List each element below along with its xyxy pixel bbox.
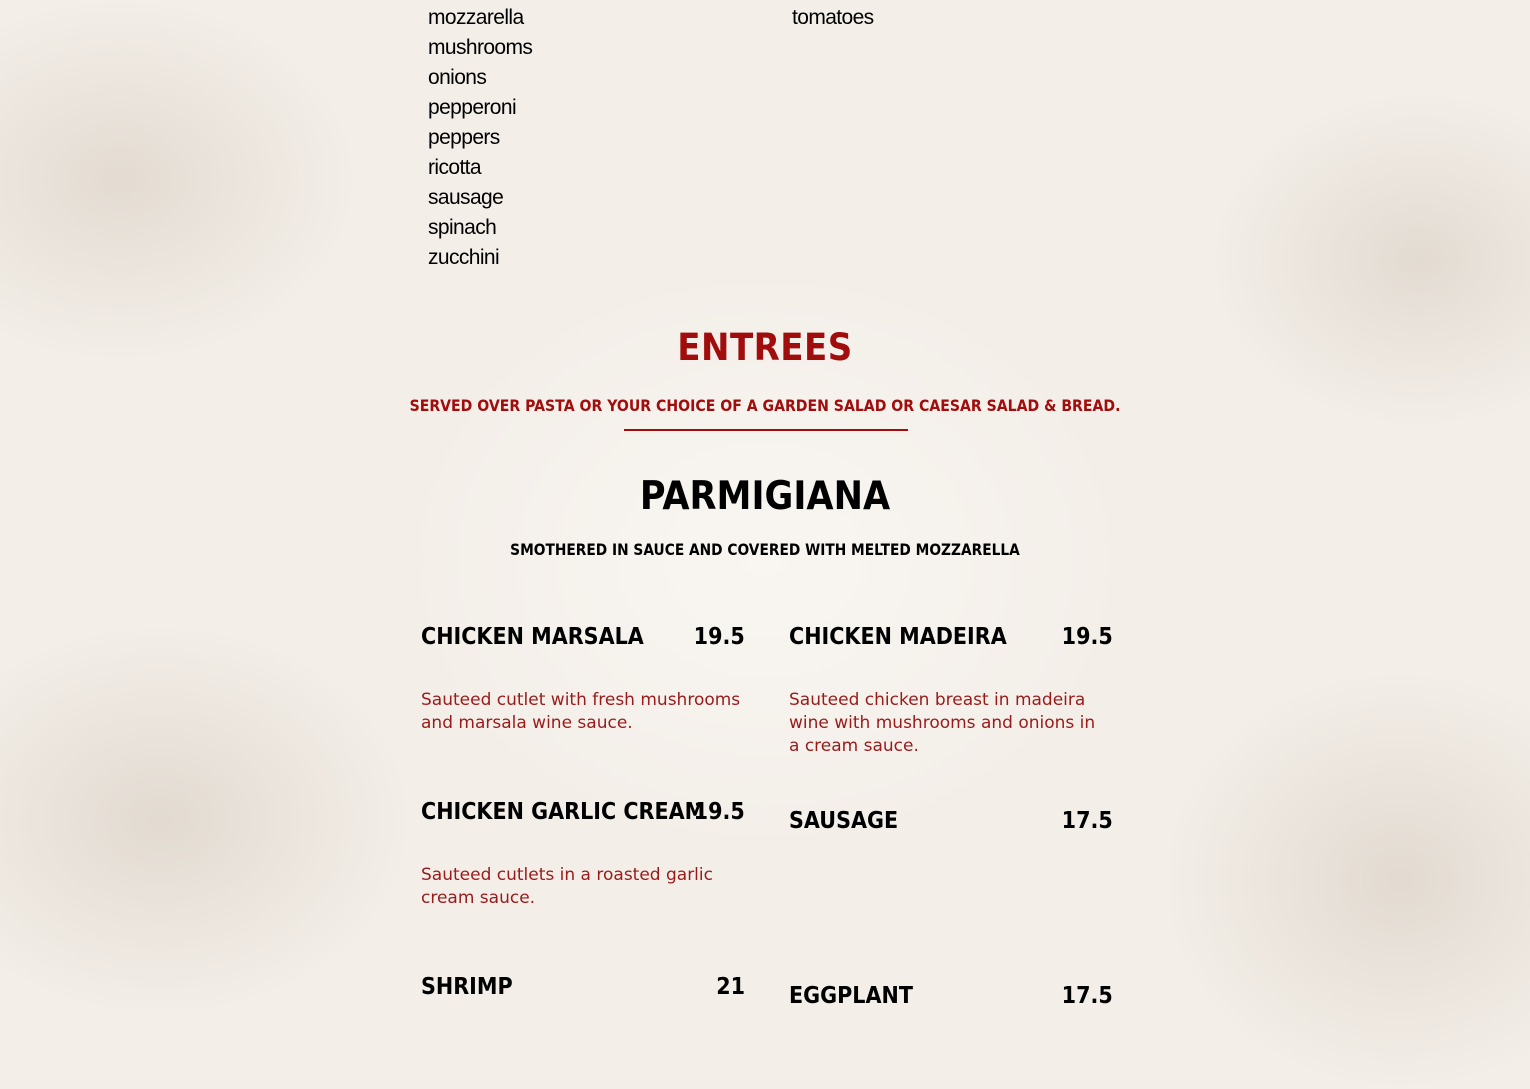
menu-item-chicken-madeira	[789, 624, 1113, 758]
menu-item-name: CHICKEN GARLIC CREAM	[421, 799, 706, 825]
menu-item-chicken-garlic-cream	[421, 799, 745, 910]
menu-item-price: 17.5	[1061, 983, 1113, 1009]
menu-item-price: 19.5	[693, 799, 745, 825]
topping-item: ricotta	[428, 156, 481, 179]
menu-item-description: Sauteed cutlet with fresh mushrooms and marsala wine sauce.	[421, 690, 741, 733]
topping-item: zucchini	[428, 246, 500, 269]
menu-item-name: EGGPLANT	[789, 983, 913, 1009]
entrees-subheading: SERVED OVER PASTA OR YOUR CHOICE OF A GARDEN SALAD OR CAESAR SALAD & BREAD.	[409, 396, 1121, 415]
menu-item-eggplant	[789, 983, 1113, 1019]
entrees-heading: ENTREES	[677, 326, 853, 369]
menu-item-name: CHICKEN MADEIRA	[789, 624, 1007, 650]
topping-item: sausage	[428, 186, 504, 209]
menu-item-price: 21	[716, 974, 745, 1000]
topping-item: spinach	[428, 216, 497, 239]
menu-item-sausage	[789, 808, 1113, 844]
menu-item-name: SHRIMP	[421, 974, 513, 1000]
menu-item-name: CHICKEN MARSALA	[421, 624, 644, 650]
menu-item-shrimp	[421, 974, 745, 1010]
topping-item: tomatoes	[792, 6, 874, 29]
menu-item-description: Sauteed chicken breast in madeira wine with mushrooms and onions in a cream sauce.	[789, 690, 1096, 756]
topping-item: peppers	[428, 126, 500, 149]
toppings-list-right	[792, 3, 874, 33]
menu-item-description: Sauteed cutlets in a roasted garlic cream sauce.	[421, 865, 713, 908]
topping-item: pepperoni	[428, 96, 517, 119]
topping-item: onions	[428, 66, 487, 89]
toppings-list-left	[428, 3, 532, 273]
menu-item-chicken-marsala	[421, 624, 745, 735]
menu-item-price: 19.5	[693, 624, 745, 650]
topping-item: mozzarella	[428, 6, 524, 29]
parmigiana-heading: PARMIGIANA	[639, 474, 891, 519]
menu-item-name: SAUSAGE	[789, 808, 899, 834]
topping-item: mushrooms	[428, 36, 533, 59]
menu-item-price: 17.5	[1061, 808, 1113, 834]
section-divider	[624, 429, 908, 431]
menu-item-price: 19.5	[1061, 624, 1113, 650]
parmigiana-description: SMOTHERED IN SAUCE AND COVERED WITH MELTED MOZZARELLA	[510, 540, 1020, 559]
